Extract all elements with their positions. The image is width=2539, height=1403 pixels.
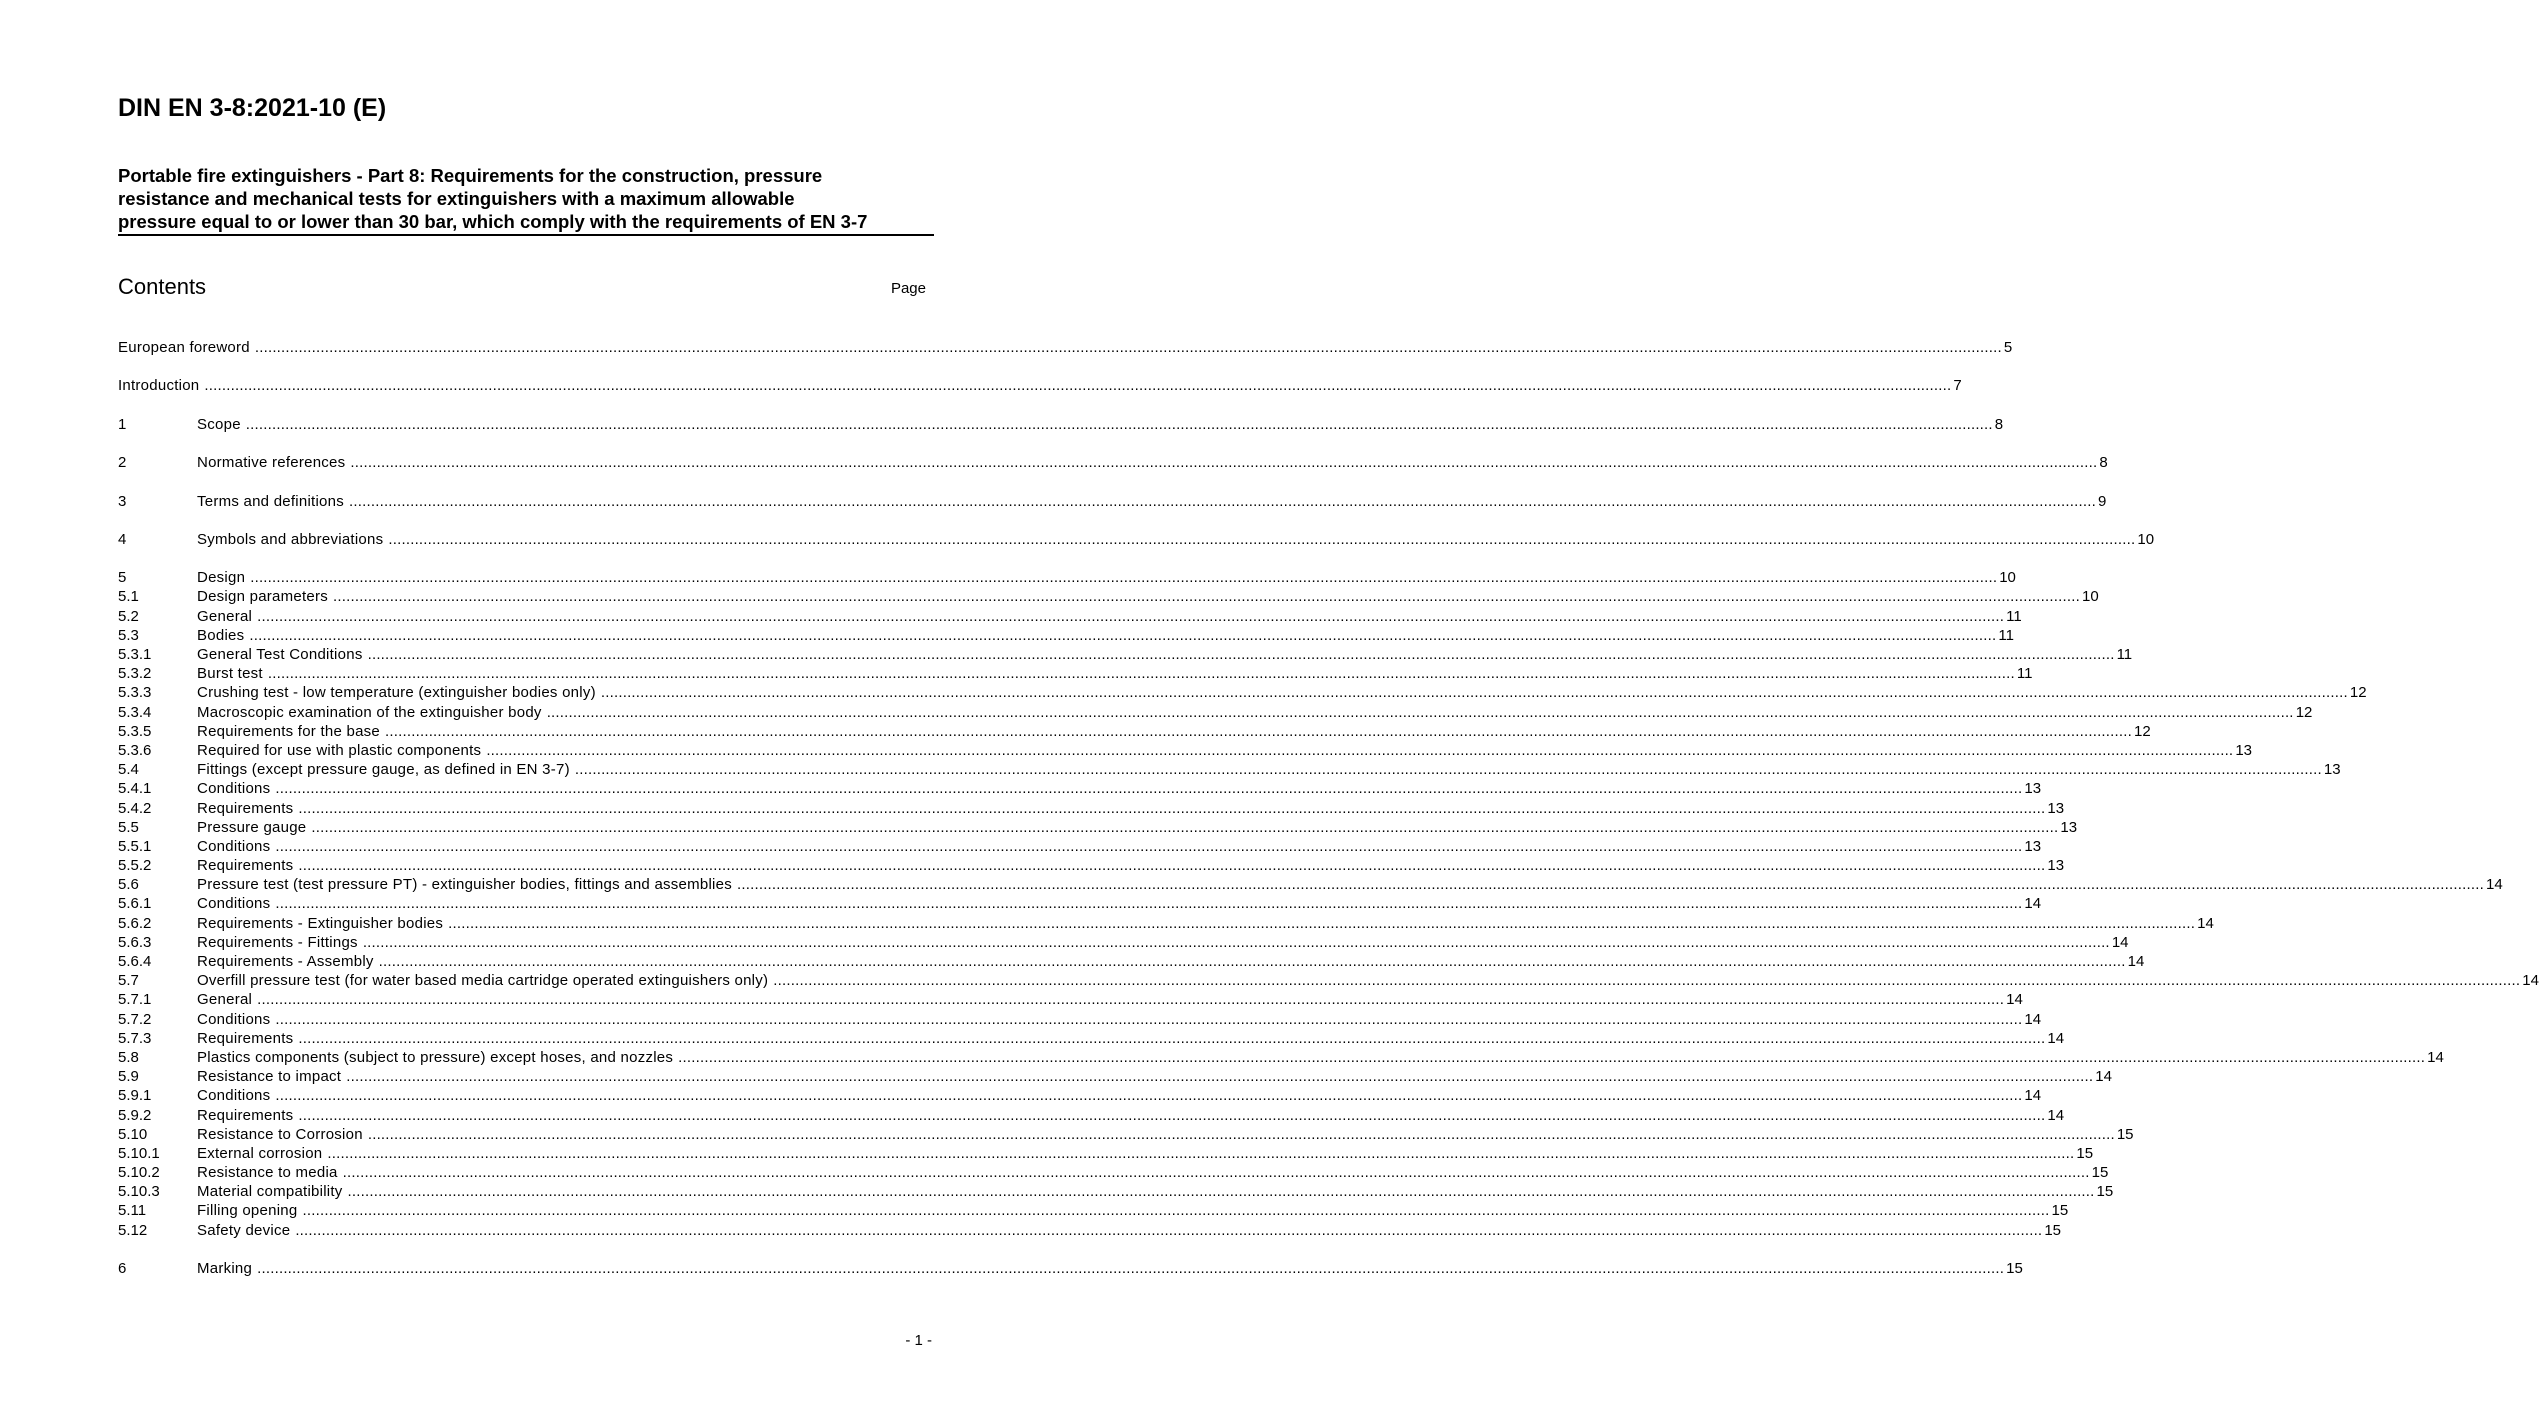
toc-dot-leader: ................................................................................................................................................................................................................................................................................................................................................................................................................	[204, 377, 1952, 395]
toc-dot-leader: ................................................................................................................................................................................................................................................................................................................................................................................................................	[773, 972, 2521, 990]
toc-entry[interactable]	[118, 1067, 2112, 1086]
toc-dot-leader: ................................................................................................................................................................................................................................................................................................................................................................................................................	[254, 339, 2002, 356]
toc-entry-title: Safety device	[197, 1221, 291, 1239]
toc-dot-leader: ................................................................................................................................................................................................................................................................................................................................................................................................................	[311, 818, 2059, 836]
toc-entry-title: Overfill pressure test (for water based media cartridge operated extinguishers only)	[197, 972, 769, 990]
toc-entry-page: 14	[2127, 953, 2145, 970]
toc-entry-page: 11	[2016, 665, 2033, 683]
toc-entry[interactable]	[118, 894, 2042, 913]
toc-dot-leader: ................................................................................................................................................................................................................................................................................................................................................................................................................	[275, 837, 2023, 855]
toc-entry-number: 5.7	[118, 972, 139, 990]
toc-entry[interactable]	[118, 1048, 2444, 1067]
toc-entry-title: General Test Conditions	[197, 646, 363, 663]
toc-entry-number: 5.5	[118, 818, 139, 836]
toc-entry-title: Requirements - Assembly	[197, 953, 374, 970]
toc-entry-title: European foreword	[118, 339, 250, 356]
page-number: - 1 -	[905, 1332, 932, 1349]
toc-entry-title: Filling opening	[197, 1202, 298, 1220]
toc-entry-number: 5.11	[118, 1202, 147, 1220]
toc-entry[interactable]	[118, 856, 2065, 875]
document-title	[118, 164, 934, 236]
toc-entry-number: 1	[118, 415, 127, 433]
toc-entry[interactable]	[118, 338, 2013, 357]
toc-entry-title: Pressure gauge	[197, 818, 307, 836]
toc-dot-leader: ................................................................................................................................................................................................................................................................................................................................................................................................................	[385, 722, 2133, 740]
toc-entry-page: 14	[2522, 972, 2539, 990]
toc-entry-number: 5.10.3	[118, 1183, 160, 1201]
toc-entry-page: 10	[2137, 530, 2155, 548]
toc-dot-leader: ................................................................................................................................................................................................................................................................................................................................................................................................................	[295, 1221, 2043, 1239]
toc-entry-title: Fittings (except pressure gauge, as defined in EN 3-7)	[197, 761, 570, 779]
toc-entry-page: 14	[2024, 895, 2042, 913]
toc-entry[interactable]	[118, 376, 1962, 395]
toc-dot-leader: ................................................................................................................................................................................................................................................................................................................................................................................................................	[736, 876, 2484, 894]
toc-entry-number: 5.6	[118, 876, 139, 894]
toc-dot-leader: ................................................................................................................................................................................................................................................................................................................................................................................................................	[245, 415, 1993, 433]
toc-entry-page: 8	[1994, 415, 2004, 433]
toc-entry-page: 15	[2076, 1144, 2094, 1162]
toc-entry-number: 5.3.4	[118, 703, 152, 721]
toc-entry-page: 15	[2091, 1164, 2109, 1182]
toc-entry-title: Macroscopic examination of the extinguisher body	[197, 703, 542, 721]
toc-entry-page: 14	[2006, 991, 2023, 1009]
toc-entry[interactable]	[118, 1106, 2065, 1125]
toc-entry-page: 14	[2427, 1048, 2444, 1066]
toc-entry[interactable]	[118, 990, 2023, 1009]
toc-entry-title: Pressure test (test pressure PT) - extinguisher bodies, fittings and assemblies	[197, 876, 732, 894]
toc-dot-leader: ................................................................................................................................................................................................................................................................................................................................................................................................................	[367, 1125, 2115, 1143]
toc-entry[interactable]	[118, 760, 2341, 779]
toc-entry[interactable]	[118, 837, 2042, 856]
toc-entry-title: General	[197, 991, 253, 1009]
toc-dot-leader: ................................................................................................................................................................................................................................................................................................................................................................................................................	[298, 1029, 2046, 1047]
toc-entry-number: 2	[118, 454, 127, 472]
toc-dot-leader: ................................................................................................................................................................................................................................................................................................................................................................................................................	[275, 1010, 2023, 1028]
toc-entry-title: Requirements - Extinguisher bodies	[197, 914, 444, 932]
toc-dot-leader: ................................................................................................................................................................................................................................................................................................................................................................................................................	[267, 665, 2015, 683]
toc-entry-number: 5.3	[118, 626, 139, 644]
toc-entry-page: 13	[2235, 741, 2252, 759]
toc-entry[interactable]	[118, 914, 2214, 933]
toc-entry-page: 11	[1998, 626, 2014, 644]
toc-entry-number: 4	[118, 530, 127, 548]
toc-entry[interactable]	[118, 933, 2129, 952]
toc-dot-leader: ................................................................................................................................................................................................................................................................................................................................................................................................................	[257, 1260, 2005, 1277]
toc-dot-leader: ................................................................................................................................................................................................................................................................................................................................................................................................................	[678, 1048, 2426, 1066]
toc-entry[interactable]	[118, 875, 2503, 894]
toc-entry[interactable]	[118, 971, 2539, 990]
toc-dot-leader: ................................................................................................................................................................................................................................................................................................................................................................................................................	[302, 1202, 2050, 1220]
toc-entry-title: Marking	[197, 1260, 253, 1277]
toc-dot-leader: ................................................................................................................................................................................................................................................................................................................................................................................................................	[342, 1164, 2090, 1182]
toc-dot-leader: ................................................................................................................................................................................................................................................................................................................................................................................................................	[600, 684, 2348, 702]
toc-entry-number: 5.4.1	[118, 780, 152, 798]
toc-entry-page: 8	[2099, 454, 2108, 472]
toc-entry[interactable]	[118, 1125, 2134, 1144]
toc-entry-title: Conditions	[197, 1010, 271, 1028]
toc-entry-number: 5.4	[118, 761, 139, 779]
toc-dot-leader: ................................................................................................................................................................................................................................................................................................................................................................................................................	[367, 646, 2115, 663]
toc-entry[interactable]	[118, 683, 2367, 702]
toc-entry-page: 11	[2006, 607, 2022, 625]
toc-entry-number: 5.4.2	[118, 799, 152, 817]
toc-dot-leader: ................................................................................................................................................................................................................................................................................................................................................................................................................	[275, 895, 2023, 913]
toc-entry-title: Conditions	[197, 1087, 271, 1105]
toc-entry-page: 9	[2098, 492, 2107, 510]
toc-entry[interactable]	[118, 799, 2065, 818]
toc-entry-page: 14	[2024, 1010, 2042, 1028]
toc-entry[interactable]	[118, 741, 2252, 760]
toc-entry-number: 5.3.1	[118, 646, 152, 663]
toc-entry[interactable]	[118, 1010, 2042, 1029]
toc-dot-leader: ................................................................................................................................................................................................................................................................................................................................................................................................................	[298, 857, 2046, 875]
toc-entry-page: 13	[2060, 818, 2078, 836]
toc-entry-title: Design parameters	[197, 588, 328, 606]
toc-dot-leader: ................................................................................................................................................................................................................................................................................................................................................................................................................	[362, 933, 2110, 951]
toc-entry-number: 5.6.3	[118, 933, 152, 951]
toc-entry-title: Material compatibility	[197, 1183, 343, 1201]
toc-entry-page: 13	[2024, 780, 2042, 798]
toc-entry-number: 5.2	[118, 607, 139, 625]
document-title-line: resistance and mechanical tests for extinguishers with a maximum allowable	[118, 188, 795, 209]
toc-entry[interactable]	[118, 703, 2313, 722]
toc-dot-leader: ................................................................................................................................................................................................................................................................................................................................................................................................................	[346, 1068, 2094, 1086]
toc-entry-title: Plastics components (subject to pressure) except hoses, and nozzles	[197, 1048, 674, 1066]
contents-heading: Contents	[118, 274, 207, 299]
toc-dot-leader: ................................................................................................................................................................................................................................................................................................................................................................................................................	[486, 741, 2234, 759]
toc-entry-page: 12	[2295, 703, 2313, 721]
toc-entry[interactable]	[118, 587, 2099, 606]
toc-entry[interactable]	[118, 1259, 2023, 1278]
toc-entry[interactable]	[118, 568, 2016, 587]
toc-entry-number: 5.9.2	[118, 1106, 152, 1124]
toc-dot-leader: ................................................................................................................................................................................................................................................................................................................................................................................................................	[327, 1144, 2075, 1162]
toc-entry[interactable]	[118, 1029, 2065, 1048]
toc-entry-number: 5.9	[118, 1068, 139, 1086]
toc-entry-page: 10	[1999, 569, 2016, 587]
toc-dot-leader: ................................................................................................................................................................................................................................................................................................................................................................................................................	[448, 914, 2196, 932]
toc-entry[interactable]	[118, 664, 2033, 683]
toc-entry-page: 7	[1953, 377, 1962, 395]
toc-entry-number: 5.9.1	[118, 1087, 152, 1105]
toc-entry-number: 5.3.3	[118, 684, 152, 702]
toc-dot-leader: ................................................................................................................................................................................................................................................................................................................................................................................................................	[275, 780, 2023, 798]
toc-dot-leader: ................................................................................................................................................................................................................................................................................................................................................................................................................	[546, 703, 2294, 721]
toc-dot-leader: ................................................................................................................................................................................................................................................................................................................................................................................................................	[275, 1087, 2023, 1105]
toc-entry-number: 5.8	[118, 1048, 139, 1066]
toc-entry-number: 5.5.2	[118, 857, 152, 875]
toc-entry-title: Requirements - Fittings	[197, 933, 358, 951]
toc-dot-leader: ................................................................................................................................................................................................................................................................................................................................................................................................................	[298, 1106, 2046, 1124]
toc-entry[interactable]	[118, 492, 2107, 511]
toc-entry-page: 15	[2051, 1202, 2069, 1220]
toc-entry-number: 5.1	[118, 588, 139, 606]
toc-entry-title: Bodies	[197, 626, 245, 644]
toc-entry-title: Requirements for the base	[197, 722, 381, 740]
toc-entry-title: Required for use with plastic components	[197, 741, 482, 759]
toc-entry[interactable]	[118, 952, 2145, 971]
toc-entry-number: 5.6.1	[118, 895, 152, 913]
toc-entry-title: Conditions	[197, 895, 271, 913]
toc-entry-page: 14	[2197, 914, 2214, 932]
toc-entry-number: 3	[118, 492, 127, 510]
toc-entry[interactable]	[118, 415, 2004, 434]
toc-entry[interactable]	[118, 453, 2108, 472]
toc-entry-page: 15	[2096, 1183, 2114, 1201]
toc-dot-leader: ................................................................................................................................................................................................................................................................................................................................................................................................................	[388, 530, 2136, 548]
toc-entry[interactable]	[118, 1163, 2109, 1182]
toc-entry-page: 14	[2024, 1087, 2042, 1105]
toc-entry-page: 14	[2047, 1106, 2065, 1124]
toc-entry[interactable]	[118, 1144, 2094, 1163]
toc-entry-page: 14	[2095, 1068, 2112, 1086]
toc-entry-title: Scope	[197, 415, 241, 433]
toc-dot-leader: ................................................................................................................................................................................................................................................................................................................................................................................................................	[249, 626, 1997, 644]
toc-entry-title: Requirements	[197, 857, 294, 875]
toc-entry[interactable]	[118, 779, 2042, 798]
toc-entry-page: 15	[2044, 1221, 2061, 1239]
toc-entry[interactable]	[118, 722, 2151, 741]
toc-entry-title: Resistance to media	[197, 1164, 338, 1182]
toc-entry-number: 5.7.2	[118, 1010, 152, 1028]
toc-entry-title: Burst test	[197, 665, 263, 683]
toc-entry-number: 6	[118, 1260, 127, 1277]
toc-entry-page: 15	[2116, 1125, 2134, 1143]
toc-entry-number: 5.3.6	[118, 741, 152, 759]
toc-entry-title: Design	[197, 569, 246, 587]
toc-dot-leader: ................................................................................................................................................................................................................................................................................................................................................................................................................	[378, 953, 2126, 970]
toc-entry[interactable]	[118, 818, 2078, 837]
toc-entry-title: Requirements	[197, 1106, 294, 1124]
toc-dot-leader: ................................................................................................................................................................................................................................................................................................................................................................................................................	[350, 454, 2098, 472]
page-column-heading: Page	[890, 280, 926, 297]
document-title-line: pressure equal to or lower than 30 bar, which comply with the requirements of EN 3-7	[118, 211, 868, 232]
toc-entry[interactable]	[118, 1086, 2042, 1105]
toc-entry-page: 14	[2485, 876, 2503, 894]
toc-entry-number: 5.6.4	[118, 953, 152, 970]
toc-entry-number: 5.5.1	[118, 837, 152, 855]
toc-entry-number: 5.7.1	[118, 991, 152, 1009]
toc-entry-page: 15	[2006, 1260, 2023, 1277]
toc-entry-page: 11	[2116, 646, 2133, 663]
toc-entry-page: 5	[2003, 339, 2013, 356]
toc-entry-title: Requirements	[197, 1029, 294, 1047]
document-id: DIN EN 3-8:2021-10 (E)	[118, 94, 387, 122]
toc-entry-title: Conditions	[197, 837, 271, 855]
toc-entry-number: 5.12	[118, 1221, 148, 1239]
toc-entry-title: Normative references	[197, 454, 346, 472]
toc-entry-number: 5.10.1	[118, 1144, 160, 1162]
toc-dot-leader: ................................................................................................................................................................................................................................................................................................................................................................................................................	[257, 607, 2005, 625]
toc-entry-title: Symbols and abbreviations	[197, 530, 384, 548]
toc-entry-title: Crushing test - low temperature (extinguisher bodies only)	[197, 684, 596, 702]
toc-entry-title: External corrosion	[197, 1144, 323, 1162]
toc-entry-page: 13	[2047, 857, 2065, 875]
toc-entry[interactable]	[118, 607, 2022, 626]
toc-entry-page: 10	[2081, 588, 2099, 606]
toc-entry[interactable]	[118, 1221, 2061, 1240]
toc-entry-number: 5.6.2	[118, 914, 152, 932]
toc-entry-number: 5	[118, 569, 127, 587]
toc-entry-title: Terms and definitions	[197, 492, 344, 510]
toc-entry-number: 5.3.5	[118, 722, 152, 740]
toc-dot-leader: ................................................................................................................................................................................................................................................................................................................................................................................................................	[349, 492, 2096, 510]
toc-entry-page: 13	[2323, 761, 2341, 779]
document-title-line: Portable fire extinguishers - Part 8: Requirements for the construction, pressure	[118, 165, 823, 186]
table-of-contents	[118, 338, 2539, 1278]
toc-entry[interactable]	[118, 530, 2155, 549]
toc-dot-leader: ................................................................................................................................................................................................................................................................................................................................................................................................................	[574, 761, 2322, 779]
toc-entry[interactable]	[118, 1201, 2069, 1220]
toc-entry-title: Requirements	[197, 799, 294, 817]
toc-dot-leader: ................................................................................................................................................................................................................................................................................................................................................................................................................	[298, 799, 2046, 817]
toc-entry[interactable]	[118, 645, 2133, 664]
toc-entry-page: 14	[2047, 1029, 2065, 1047]
toc-entry-title: Resistance to impact	[197, 1068, 342, 1086]
toc-entry-title: Introduction	[118, 377, 200, 395]
toc-entry-number: 5.3.2	[118, 665, 152, 683]
toc-entry-number: 5.7.3	[118, 1029, 152, 1047]
toc-entry-page: 13	[2024, 837, 2042, 855]
toc-entry-page: 14	[2111, 933, 2129, 951]
toc-entry[interactable]	[118, 1182, 2114, 1201]
toc-entry-title: Conditions	[197, 780, 271, 798]
toc-entry-title: Resistance to Corrosion	[197, 1125, 363, 1143]
toc-entry-title: General	[197, 607, 253, 625]
toc-dot-leader: ................................................................................................................................................................................................................................................................................................................................................................................................................	[257, 991, 2005, 1009]
toc-entry-page: 12	[2349, 684, 2367, 702]
toc-dot-leader: ................................................................................................................................................................................................................................................................................................................................................................................................................	[332, 588, 2080, 606]
toc-entry-page: 12	[2134, 722, 2151, 740]
toc-dot-leader: ................................................................................................................................................................................................................................................................................................................................................................................................................	[347, 1183, 2095, 1201]
toc-entry[interactable]	[118, 626, 2014, 645]
toc-entry-page: 13	[2047, 799, 2065, 817]
toc-entry-number: 5.10.2	[118, 1164, 160, 1182]
toc-dot-leader: ................................................................................................................................................................................................................................................................................................................................................................................................................	[250, 569, 1998, 587]
toc-entry-number: 5.10	[118, 1125, 148, 1143]
